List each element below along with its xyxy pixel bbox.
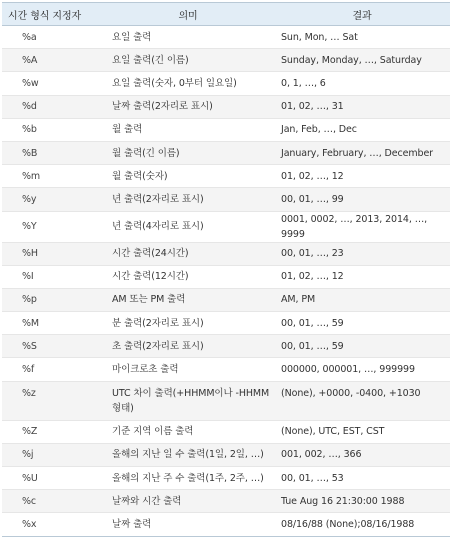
spec-cell: %B — [2, 141, 102, 164]
table-row — [2, 188, 450, 211]
spec-cell: %b — [2, 118, 102, 141]
meaning-cell: 날짜 출력(2자리로 표시) — [102, 95, 274, 118]
spec-cell: %S — [2, 335, 102, 358]
table-row — [2, 443, 450, 466]
table-row — [2, 335, 450, 358]
spec-cell: %c — [2, 490, 102, 513]
table-body — [2, 26, 450, 537]
header-meaning: 의미 — [102, 3, 274, 26]
table-row — [2, 242, 450, 265]
spec-cell: %f — [2, 358, 102, 381]
meaning-cell: 년 출력(4자리로 표시) — [102, 211, 274, 242]
meaning-cell: 올해의 지난 일 수 출력(1일, 2일, …) — [102, 443, 274, 466]
table-row — [2, 141, 450, 164]
time-format-table — [2, 2, 450, 537]
result-cell: Sunday, Monday, …, Saturday — [274, 49, 450, 72]
table-row — [2, 358, 450, 381]
result-cell: 01, 02, …, 12 — [274, 165, 450, 188]
result-cell: Tue Aug 16 21:30:00 1988 — [274, 490, 450, 513]
table-row — [2, 420, 450, 443]
meaning-cell: AM 또는 PM 출력 — [102, 288, 274, 311]
spec-cell: %d — [2, 95, 102, 118]
spec-cell: %j — [2, 443, 102, 466]
meaning-cell: 시간 출력(12시간) — [102, 265, 274, 288]
result-cell: 00, 01, …, 23 — [274, 242, 450, 265]
spec-cell: %x — [2, 513, 102, 536]
header-spec: 시간 형식 지정자 — [2, 3, 102, 26]
result-cell: (None), +0000, -0400, +1030 — [274, 381, 450, 420]
result-cell: 01, 02, …, 12 — [274, 265, 450, 288]
meaning-cell: 월 출력(숫자) — [102, 165, 274, 188]
result-cell: 00, 01, …, 53 — [274, 467, 450, 490]
spec-cell: %m — [2, 165, 102, 188]
meaning-cell: 분 출력(2자리로 표시) — [102, 312, 274, 335]
spec-cell: %M — [2, 312, 102, 335]
meaning-cell: 초 출력(2자리로 표시) — [102, 335, 274, 358]
spec-cell: %z — [2, 381, 102, 420]
table-row — [2, 118, 450, 141]
meaning-cell: 날짜와 시간 출력 — [102, 490, 274, 513]
spec-cell: %Z — [2, 420, 102, 443]
table-row — [2, 490, 450, 513]
table-row — [2, 95, 450, 118]
spec-cell: %y — [2, 188, 102, 211]
result-cell: 0, 1, …, 6 — [274, 72, 450, 95]
table-row — [2, 265, 450, 288]
result-cell: 001, 002, …, 366 — [274, 443, 450, 466]
meaning-cell: 기준 지역 이름 출력 — [102, 420, 274, 443]
meaning-cell: 월 출력(긴 이름) — [102, 141, 274, 164]
spec-cell: %p — [2, 288, 102, 311]
meaning-cell: 년 출력(2자리로 표시) — [102, 188, 274, 211]
table-row — [2, 49, 450, 72]
result-cell: 08/16/88 (None);08/16/1988 — [274, 513, 450, 536]
result-cell: January, February, …, December — [274, 141, 450, 164]
header-row — [2, 3, 450, 26]
header-result: 결과 — [274, 3, 450, 26]
result-cell: 000000, 000001, …, 999999 — [274, 358, 450, 381]
result-cell: 01, 02, …, 31 — [274, 95, 450, 118]
table-row — [2, 211, 450, 242]
meaning-cell: UTC 차이 출력(+HHMM이나 -HHMM 형태) — [102, 381, 274, 420]
result-cell: 00, 01, …, 59 — [274, 312, 450, 335]
spec-cell: %I — [2, 265, 102, 288]
table-row — [2, 381, 450, 420]
meaning-cell: 요일 출력 — [102, 26, 274, 49]
spec-cell: %a — [2, 26, 102, 49]
result-cell: (None), UTC, EST, CST — [274, 420, 450, 443]
spec-cell: %U — [2, 467, 102, 490]
meaning-cell: 올해의 지난 주 수 출력(1주, 2주, …) — [102, 467, 274, 490]
table-row — [2, 312, 450, 335]
meaning-cell: 날짜 출력 — [102, 513, 274, 536]
table-row — [2, 165, 450, 188]
spec-cell: %Y — [2, 211, 102, 242]
spec-cell: %w — [2, 72, 102, 95]
meaning-cell: 월 출력 — [102, 118, 274, 141]
meaning-cell: 요일 출력(숫자, 0부터 일요일) — [102, 72, 274, 95]
table-row — [2, 467, 450, 490]
result-cell: 00, 01, …, 59 — [274, 335, 450, 358]
result-cell: Sun, Mon, … Sat — [274, 26, 450, 49]
spec-cell: %A — [2, 49, 102, 72]
result-cell: 0001, 0002, …, 2013, 2014, …, 9999 — [274, 211, 450, 242]
table-header — [2, 3, 450, 26]
meaning-cell: 요일 출력(긴 이름) — [102, 49, 274, 72]
table-row — [2, 288, 450, 311]
table-row — [2, 26, 450, 49]
table-row — [2, 72, 450, 95]
spec-cell: %H — [2, 242, 102, 265]
result-cell: 00, 01, …, 99 — [274, 188, 450, 211]
result-cell: Jan, Feb, …, Dec — [274, 118, 450, 141]
result-cell: AM, PM — [274, 288, 450, 311]
table-row — [2, 513, 450, 536]
meaning-cell: 시간 출력(24시간) — [102, 242, 274, 265]
meaning-cell: 마이크로초 출력 — [102, 358, 274, 381]
